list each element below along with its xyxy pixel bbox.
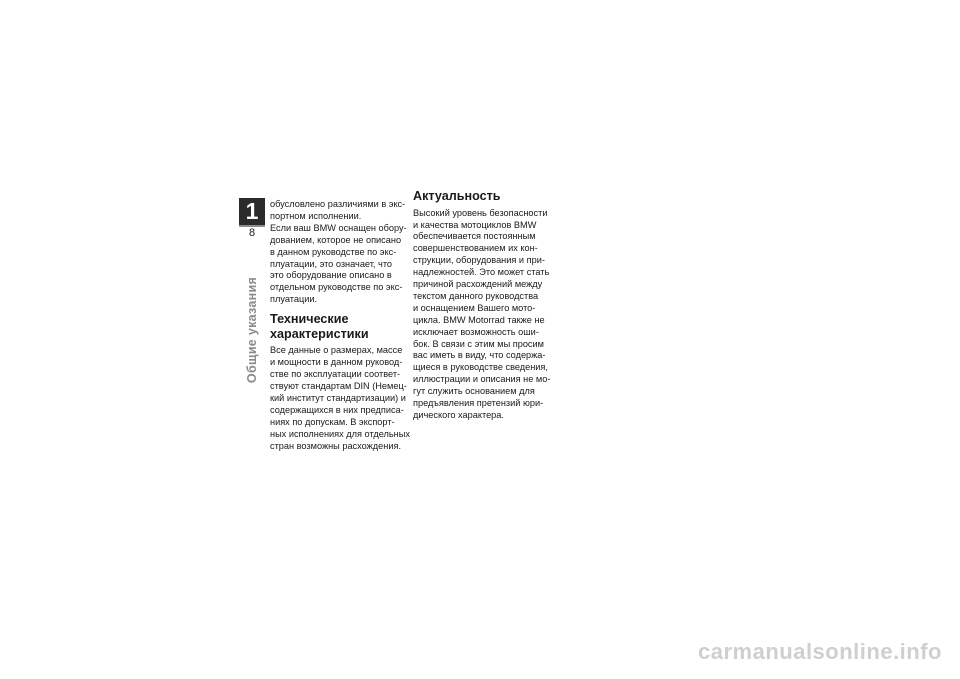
chapter-tab <box>239 198 265 240</box>
actuality-heading: Актуальность <box>413 189 501 203</box>
section-title-vertical: Общие указания <box>245 276 259 384</box>
intro-paragraph: обусловлено различиями в экс- портном исполнении. Если ваш BMW оснащен обору- дованием, которое не описано в данном руководстве по экс- плуатации, это означает, что это оборудование описано в отдельном руководстве по экс- плуатации. <box>270 199 407 305</box>
left-text-column <box>270 199 412 453</box>
chapter-number: 1 <box>239 198 265 225</box>
actuality-paragraph: Высокий уровень безопасности и качества мотоциклов BMW обеспечивается постоянным совершенствованием их кон- струкции, оборудования и при- надлежностей. Это может стать причиной расхождений между текстом данного руководства и оснащением Вашего мото- цикла. BMW Motorrad также не исключает возможность оши- бок. В связи с этим мы просим вас иметь в виду, что содержа- щиеся в руководстве сведения, иллюстрации и описания не мо- гут служить основанием для предъявления претензий юри- дического характера. <box>413 207 551 420</box>
specs-heading: Технические характеристики <box>270 312 369 341</box>
specs-paragraph: Все данные о размерах, массе и мощности в данном руковод- стве по эксплуатации соответ- ствуют стандартам DIN (Немец- кий институт стандартизации) и содержащихся в них предписа- ниях по допускам. В экспорт- ных исполнениях для отдельных стран возможны расхождения. <box>270 345 410 451</box>
page-number: 8 <box>248 227 256 239</box>
watermark: carmanualsonline.info <box>698 639 942 664</box>
right-text-column <box>413 189 555 422</box>
